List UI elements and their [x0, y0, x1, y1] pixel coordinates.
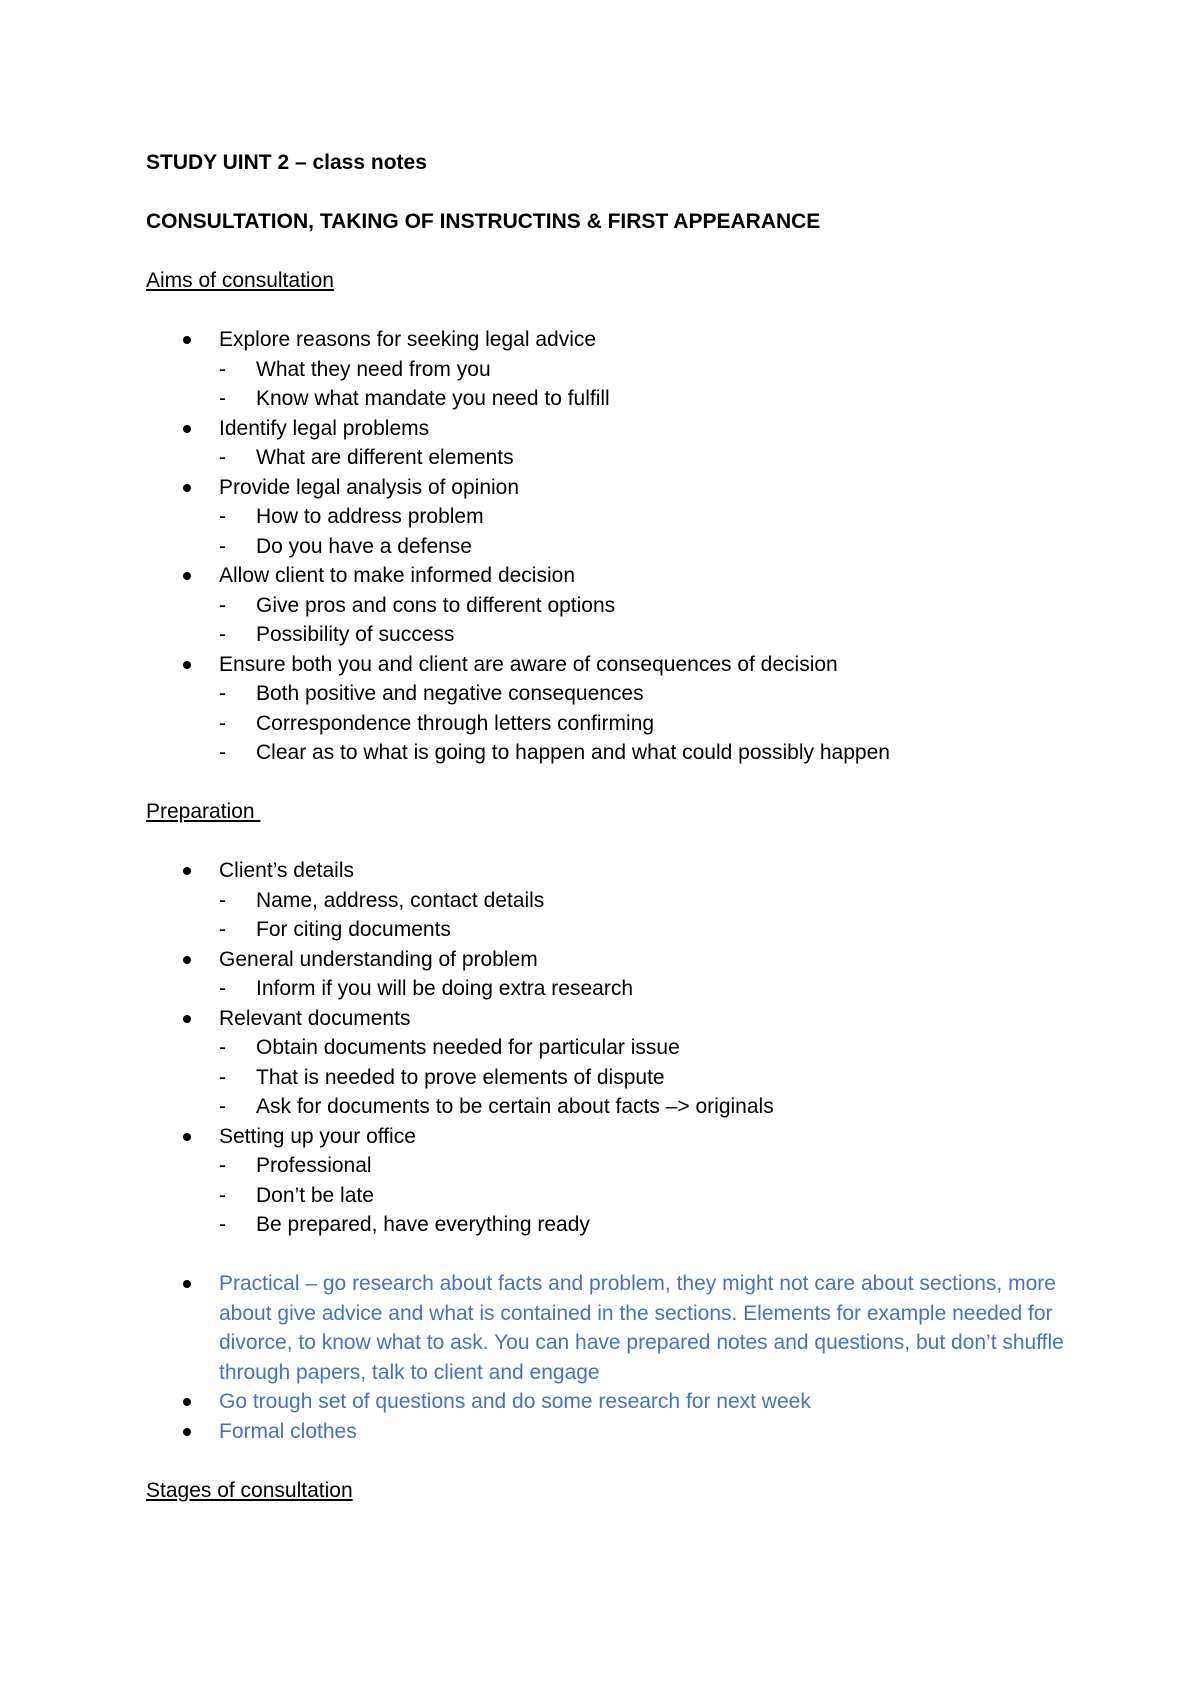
sub-list [219, 886, 1106, 945]
bullet-icon [183, 1280, 191, 1288]
sub-list [219, 502, 1106, 561]
dash-icon: - [219, 1065, 226, 1089]
sub-list-item-text: What are different elements [256, 446, 514, 469]
sub-list-item [219, 502, 1106, 532]
dash-icon: - [219, 357, 226, 381]
document-heading: CONSULTATION, TAKING OF INSTRUCTINS & FIRST APPEARANCE [146, 210, 821, 233]
bullet-icon [183, 484, 191, 492]
list-item-text: Formal clothes [219, 1419, 357, 1443]
dash-icon: - [219, 534, 226, 558]
sub-list-item [219, 1033, 1106, 1063]
list-item-text: Explore reasons for seeking legal advice [219, 328, 597, 351]
list-item [146, 1387, 1106, 1417]
list-item-text: Client’s details [219, 859, 355, 882]
sub-list-item-text: Professional [256, 1154, 372, 1177]
dash-icon: - [219, 1036, 226, 1059]
sub-list-item [219, 886, 1106, 916]
list-item-text: Relevant documents [219, 1006, 411, 1030]
sub-list-item [219, 1092, 1106, 1122]
list-item [146, 1417, 1106, 1447]
sub-list-item [219, 915, 1106, 945]
dash-icon: - [219, 593, 226, 617]
list-item [146, 473, 1106, 562]
sub-list-item-text: Name, address, contact details [256, 888, 545, 912]
bullet-icon [183, 425, 191, 433]
list-item [146, 414, 1106, 473]
dash-icon: - [219, 446, 226, 469]
list-item-text: Provide legal analysis of opinion [219, 475, 520, 499]
sub-list-item [219, 738, 1106, 768]
sub-list-item [219, 1151, 1106, 1181]
sub-list-item [219, 709, 1106, 739]
sub-list [219, 443, 1106, 473]
dash-icon: - [219, 505, 226, 528]
sub-list [219, 1033, 1106, 1122]
bullet-icon [183, 572, 191, 580]
sub-list [219, 1151, 1106, 1240]
list-item [146, 325, 1106, 414]
list-item-text: Setting up your office [219, 1124, 416, 1148]
preparation-list [146, 856, 1106, 1240]
sub-list-item [219, 591, 1106, 621]
list-item [146, 650, 1106, 768]
document-body [146, 148, 1106, 1535]
bullet-icon [183, 1428, 191, 1436]
sub-list-item-text: Inform if you will be doing extra research [256, 977, 634, 1000]
dash-icon: - [219, 918, 226, 941]
sub-list-item-text: Possibility of success [256, 623, 455, 646]
sub-list-item-text: Ask for documents to be certain about facts –> originals [256, 1095, 774, 1118]
bullet-icon [183, 661, 191, 669]
sub-list-item-text: That is needed to prove elements of dispute [256, 1065, 665, 1089]
list-item [146, 945, 1106, 1004]
sub-list-item-text: How to address problem [256, 505, 484, 528]
list-item [146, 561, 1106, 650]
dash-icon: - [219, 977, 226, 1000]
list-item-text: Go trough set of questions and do some research for next week [219, 1390, 811, 1413]
sub-list [219, 974, 1106, 1004]
sub-list-item-text: Know what mandate you need to fulfill [256, 387, 610, 410]
aims-list [146, 325, 1106, 768]
sub-list-item-text: Do you have a defense [256, 534, 472, 558]
list-item-text: General understanding of problem [219, 947, 538, 971]
list-item [146, 1269, 1106, 1387]
dash-icon: - [219, 741, 226, 764]
list-item [146, 856, 1106, 945]
sub-list-item [219, 974, 1106, 1004]
document-title: STUDY UINT 2 – class notes [146, 151, 427, 174]
sub-list-item-text: Clear as to what is going to happen and what could possibly happen [256, 741, 890, 764]
dash-icon: - [219, 1183, 226, 1207]
sub-list [219, 355, 1106, 414]
sub-list-item [219, 384, 1106, 414]
list-item-text: Ensure both you and client are aware of consequences of decision [219, 652, 838, 676]
sub-list-item [219, 1210, 1106, 1240]
sub-list-item-text: Give pros and cons to different options [256, 593, 616, 617]
practical-notes [146, 1269, 1106, 1446]
bullet-icon [183, 1398, 191, 1406]
list-item-text: Allow client to make informed decision [219, 564, 575, 587]
dash-icon: - [219, 1154, 226, 1177]
sub-list-item-text: Obtain documents needed for particular issue [256, 1036, 680, 1059]
bullet-icon [183, 867, 191, 875]
list-item [146, 1004, 1106, 1122]
dash-icon: - [219, 888, 226, 912]
sub-list [219, 591, 1106, 650]
sub-list-item-text: Don’t be late [256, 1183, 374, 1207]
bullet-icon [183, 1133, 191, 1141]
sub-list-item [219, 620, 1106, 650]
sub-list-item [219, 355, 1106, 385]
sub-list-item-text: Be prepared, have everything ready [256, 1213, 590, 1236]
dash-icon: - [219, 623, 226, 646]
bullet-icon [183, 956, 191, 964]
sub-list-item-text: For citing documents [256, 918, 451, 941]
section-heading-preparation: Preparation [146, 800, 261, 823]
sub-list [219, 679, 1106, 768]
section-heading-stages: Stages of consultation [146, 1478, 353, 1502]
practical-notes-list [146, 1269, 1106, 1446]
dash-icon: - [219, 1095, 226, 1118]
dash-icon: - [219, 387, 226, 410]
section-heading-aims: Aims of consultation [146, 269, 334, 292]
sub-list-item [219, 1063, 1106, 1093]
dash-icon: - [219, 1213, 226, 1236]
sub-list-item-text: Both positive and negative consequences [256, 682, 644, 705]
sub-list-item-text: What they need from you [256, 357, 491, 381]
list-item-text: Identify legal problems [219, 416, 430, 440]
list-item-text: Practical – go research about facts and problem, they might not care about sections, more about give advice and what is contained in the sections. Elements for example needed for divorce, to know what to ask. You can have prepared notes and questions, but don’t shuffle through papers, talk to client and engage [219, 1272, 1064, 1384]
dash-icon: - [219, 682, 226, 705]
sub-list-item-text: Correspondence through letters confirming [256, 711, 655, 735]
list-item [146, 1122, 1106, 1240]
sub-list-item [219, 1181, 1106, 1211]
bullet-icon [183, 336, 191, 344]
sub-list-item [219, 532, 1106, 562]
sub-list-item [219, 679, 1106, 709]
bullet-icon [183, 1015, 191, 1023]
sub-list-item [219, 443, 1106, 473]
dash-icon: - [219, 711, 226, 735]
